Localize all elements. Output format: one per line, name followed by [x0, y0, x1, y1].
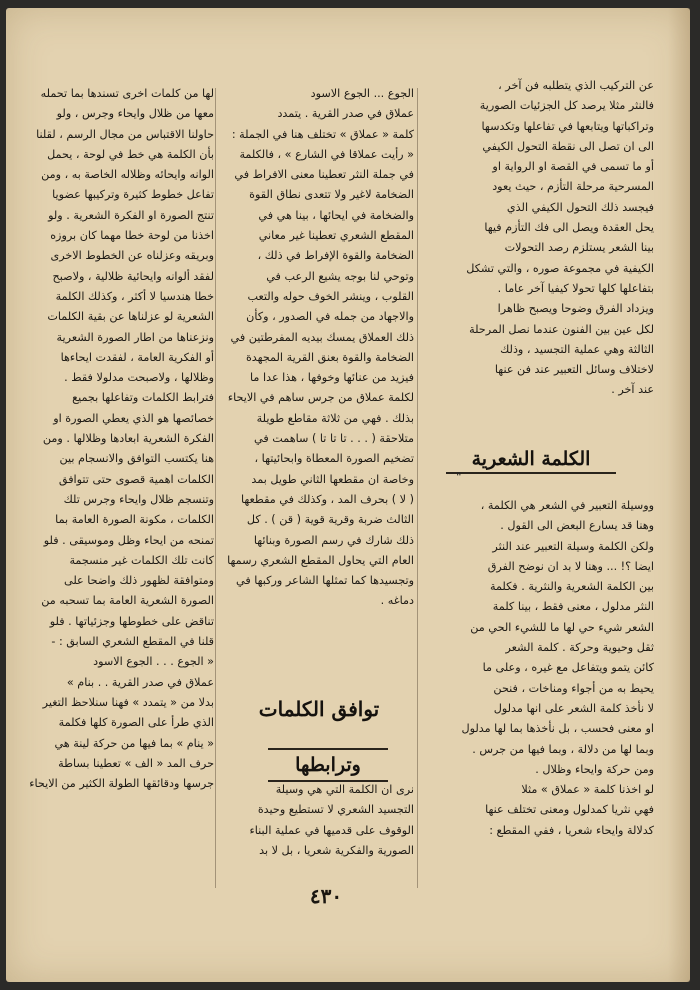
text-line: متلاحقة ( . . . تا تا تا ) ساهمت في — [254, 432, 414, 446]
text-line: بذلك . فهي من ثلاثة مقاطع طويلة — [256, 411, 414, 425]
text-line: وتجسيدها كما تمثلها الشاعر وركبها في — [236, 574, 414, 588]
text-line: كائن يتمو ويتفاعل مع غيره ، وعلى ما — [482, 661, 654, 675]
text-line: فالنثر مثلا يرصد كل الجزئيات الصورية — [479, 99, 654, 113]
text-line: وخاصة ان مقطعها الثاني طويل بمد — [251, 472, 414, 486]
text-line: عن التركيب الذي يتطلبه فن آخر ، — [498, 79, 654, 92]
text-line: الذي طرأ على الصورة كلها فكلمة — [58, 716, 214, 730]
middle-column-top — [218, 84, 414, 612]
text-line: ( لا ) بحرف المد ، وكذلك في مقطعها — [240, 492, 414, 506]
text-line: الوقوف على قدميها في عملية البناء — [249, 823, 414, 837]
text-line: الثالث ضربة وقرية قوية ( قن ) . كل — [246, 513, 414, 527]
quote-mark: " — [456, 470, 462, 484]
text-line: وتنسجم ظلال وايحاء وجرس تلك — [63, 492, 214, 506]
heading-poetic-word: الكلمة الشعرية — [446, 448, 616, 474]
text-line: يحيط به من أجواء ومناخات ، فنحن — [493, 681, 654, 695]
text-line: المسرحية مرحلة التأزم ، حيث يعود — [492, 180, 654, 194]
text-line: الفكرة الشعرية ابعادها وظلالها . ومن — [42, 432, 214, 446]
middle-column-bottom — [218, 780, 414, 861]
text-line: كانت تلك الكلمات غير منسجمة — [69, 553, 214, 567]
text-line: وتوحي لنا بوجه يشيع الرعب في — [266, 269, 414, 283]
text-line: فيجسد ذلك التحول الكيفي الذي — [506, 200, 654, 214]
text-line: عملاق في صدر القرية . يتمدد — [277, 107, 414, 121]
text-line: حرف المد « الف » تعطينا بساطة — [58, 756, 214, 770]
text-line: تفاعل خطوط كثيرة وتركيبها عضويا — [52, 188, 214, 202]
text-line: وظلالها ، ولاصبحت مدلولا فقط . — [64, 371, 214, 385]
text-line: عملاق في صدر القرية . . بنام » — [66, 675, 214, 689]
text-line: لفقد ألوانه وايحائية ظلالية ، ولاصبح — [52, 269, 214, 283]
text-line: وبما لها من دلالة ، وبما فيها من جرس . — [472, 742, 654, 756]
text-line: او معنى فحسب ، بل نأخذها بما لها مدلول — [461, 722, 654, 736]
text-line: لكل عين بين الفنون عندما نصل المرحلة — [469, 322, 654, 336]
text-line: والاجهاد من جمله في الصدور ، وكأن — [246, 310, 414, 324]
text-line: الكلمات ، مكونة الصورة العامة بما — [55, 513, 214, 527]
text-line: تنتج الصورة او الفكرة الشعرية . ولو — [48, 208, 214, 222]
text-line: لاختلاف وسائل التعبير عند فن عنها — [494, 363, 654, 377]
text-line: بتفاعلها كلها تحولا كيفيا آخر عاما . — [497, 281, 654, 295]
text-line: وتراكباتها ويتابعها في تفاعلها وتكدسها — [481, 119, 654, 133]
text-line: ذلك شارك في رسم الصورة وبنائها — [253, 533, 414, 547]
text-line: التجسيد الشعري لا تستطيع وحيدة — [257, 803, 414, 817]
text-line: عند آخر . — [611, 383, 654, 397]
text-line: كدلالة وايحاء شعريا ، ففي المقطع : — [489, 823, 654, 837]
text-line: « ينام » بما فيها من حركة لينة هي — [54, 736, 214, 750]
text-line: النثر مدلول ، معنى فقط ، بينا كلمة — [492, 600, 654, 614]
text-line: والضخامة في ايحائها ، بينا هي في — [258, 208, 414, 222]
text-line: ووسيلة التعبير في الشعر هي الكلمة ، — [480, 499, 654, 512]
text-line: قلنا في المقطع الشعري السابق : - — [51, 635, 214, 649]
text-line: خصائصها هو الذي يعطي الصورة او — [53, 411, 214, 425]
text-line: المقطع الشعري تعطينا غير معاني — [258, 229, 414, 243]
heading-interconnection: وترابطها — [268, 748, 388, 782]
column-divider — [215, 88, 216, 888]
text-line: الضخامة والقوة بعنق القرية المجهدة — [245, 350, 414, 364]
text-line: كلمة « عملاق » تختلف هنا في الجملة : — [231, 127, 414, 141]
right-column-bottom — [422, 496, 654, 841]
text-line: الضخامة لاغير ولا تتعدى نطاق القوة — [249, 188, 414, 202]
text-line: « رأيت عملاقا في الشارع » ، فالكلمة — [239, 147, 414, 161]
text-line: بدلا من « يتمدد » فهنا سنلاحظ التغير — [42, 695, 214, 709]
text-line: الى ان تصل الى نقطة التحول الكيفي — [482, 139, 654, 153]
text-line: معها من ظلال وايحاء وجرس ، ولو — [56, 107, 214, 121]
text-line: الشعرية لو عزلناها عن بقية الكلمات — [47, 310, 214, 324]
text-line: حاولنا الاقتباس من مجال الرسم ، لقلنا — [36, 127, 214, 141]
text-line: بأن الكلمة هي خط في لوحة ، يحمل — [47, 147, 214, 161]
text-line: الضخامة والقوة الإفراط في ذلك ، — [257, 249, 414, 263]
text-line: ذلك العملاق يمسك بيديه المفرطتين في — [230, 330, 414, 344]
text-line: الكيفية في مجموعة صوره ، والتي تشكل — [466, 261, 654, 275]
text-line: الشعر شيء حي لها ما للشيء الحي من — [470, 620, 654, 634]
text-line: ولكن الكلمة وسيلة التعبير عند النثر — [492, 539, 654, 553]
text-line: الثالثة وهي عملية التجسيد ، وذلك — [500, 342, 654, 356]
text-line: الصورية والفكرية شعريا ، بل لا بد — [259, 843, 414, 857]
text-line: فهي نثريا كمدلول ومعنى تختلف عنها — [485, 803, 654, 817]
text-line: لو اخذنا كلمة « عملاق » مثلا — [521, 783, 654, 797]
text-line: العام التي يحاول المقطع الشعري رسمها — [227, 553, 414, 567]
text-line: وبريقه وعزلناه عن الخطوط الاخرى — [50, 249, 214, 263]
text-line: في جملة النثر تعطينا معنى الافراط في — [234, 168, 414, 182]
left-column — [18, 84, 214, 794]
text-line: « الجوع . . . الجوع الاسود — [93, 655, 214, 669]
text-line: فترابط الكلمات وتفاعلها بجميع — [72, 391, 214, 405]
text-line: ويزداد الفرق وضوحا ويصبح ظاهرا — [497, 302, 654, 316]
text-line: ومن حركة وايحاء وظلال . — [535, 762, 654, 776]
text-line: جرسها ودقائقها الطولة الكثير من الايحاء — [29, 777, 214, 791]
text-line: ومتوافقة لظهور ذلك واضحا على — [64, 574, 214, 588]
text-line: الصورة الشعرية العامة بما تسحبه من — [41, 594, 214, 608]
text-line: ايضا ؟! ... وهنا لا بد ان نوضح الفرق — [487, 559, 654, 573]
text-line: الجوع ... الجوع الاسود — [310, 87, 414, 100]
magazine-page — [6, 8, 690, 982]
text-line: القلوب ، وينشر الخوف حوله والتعب — [247, 289, 414, 303]
text-line: تضخيم الصورة المعطاة وابحائيتها ، — [254, 452, 414, 466]
right-column-top — [422, 76, 654, 401]
text-line: اخذنا من لوحة خطا مهما كان بروزه — [50, 229, 214, 243]
text-line: تمنحه من ايحاء وظل وموسيقى . فلو — [43, 533, 214, 547]
text-line: لها من كلمات اخرى تسندها بما تحمله — [40, 87, 214, 100]
text-line: خطا هندسيا لا أكثر ، وكذلك الكلمة — [55, 289, 214, 303]
text-line: فيزيد من عنائها وخوفها ، هذا عدا ما — [250, 371, 414, 385]
text-line: بينا الشعر يستلزم رصد التحولات — [504, 241, 654, 255]
text-line: الكلمات اهمية قصوى حتى تتوافق — [58, 472, 214, 486]
text-line: وهنا قد يسارع البعض الى القول . — [500, 519, 654, 533]
text-line: دماغه . — [380, 594, 414, 608]
column-divider — [417, 88, 418, 888]
text-line: تناقض على خطوطها وجزئياتها . فلو — [49, 614, 214, 628]
text-line: يحل العقدة ويصل الى فك التأزم فيها — [484, 221, 654, 235]
text-line: الوانه وايحائه وظلاله الخاصة به ، ومن — [41, 168, 214, 182]
text-line: ونزعناها من اطار الصورة الشعرية — [56, 330, 214, 344]
heading-word-harmony: توافق الكلمات — [258, 697, 380, 721]
text-line: بين الكلمة الشعرية والنثرية . فكلمة — [489, 580, 654, 594]
text-line: أو الفكرية العامة ، لفقدت ايحاءها — [60, 350, 214, 364]
text-line: أو ما تسمى في القصة او الرواية او — [492, 160, 654, 174]
page-number: ٤٣٠ — [309, 884, 343, 908]
text-line: لكلمة عملاق من جرس ساهم في الايحاء — [227, 391, 414, 405]
text-line: هنا يكتسب التوافق والانسجام بين — [59, 452, 214, 466]
text-line: نرى ان الكلمة التي هي وسيلة — [275, 783, 414, 796]
text-line: ثقل وحيوية وحركة . كلمة الشعر — [505, 641, 654, 655]
text-line: لا نأخذ كلمة الشعر على انها مدلول — [493, 701, 654, 715]
